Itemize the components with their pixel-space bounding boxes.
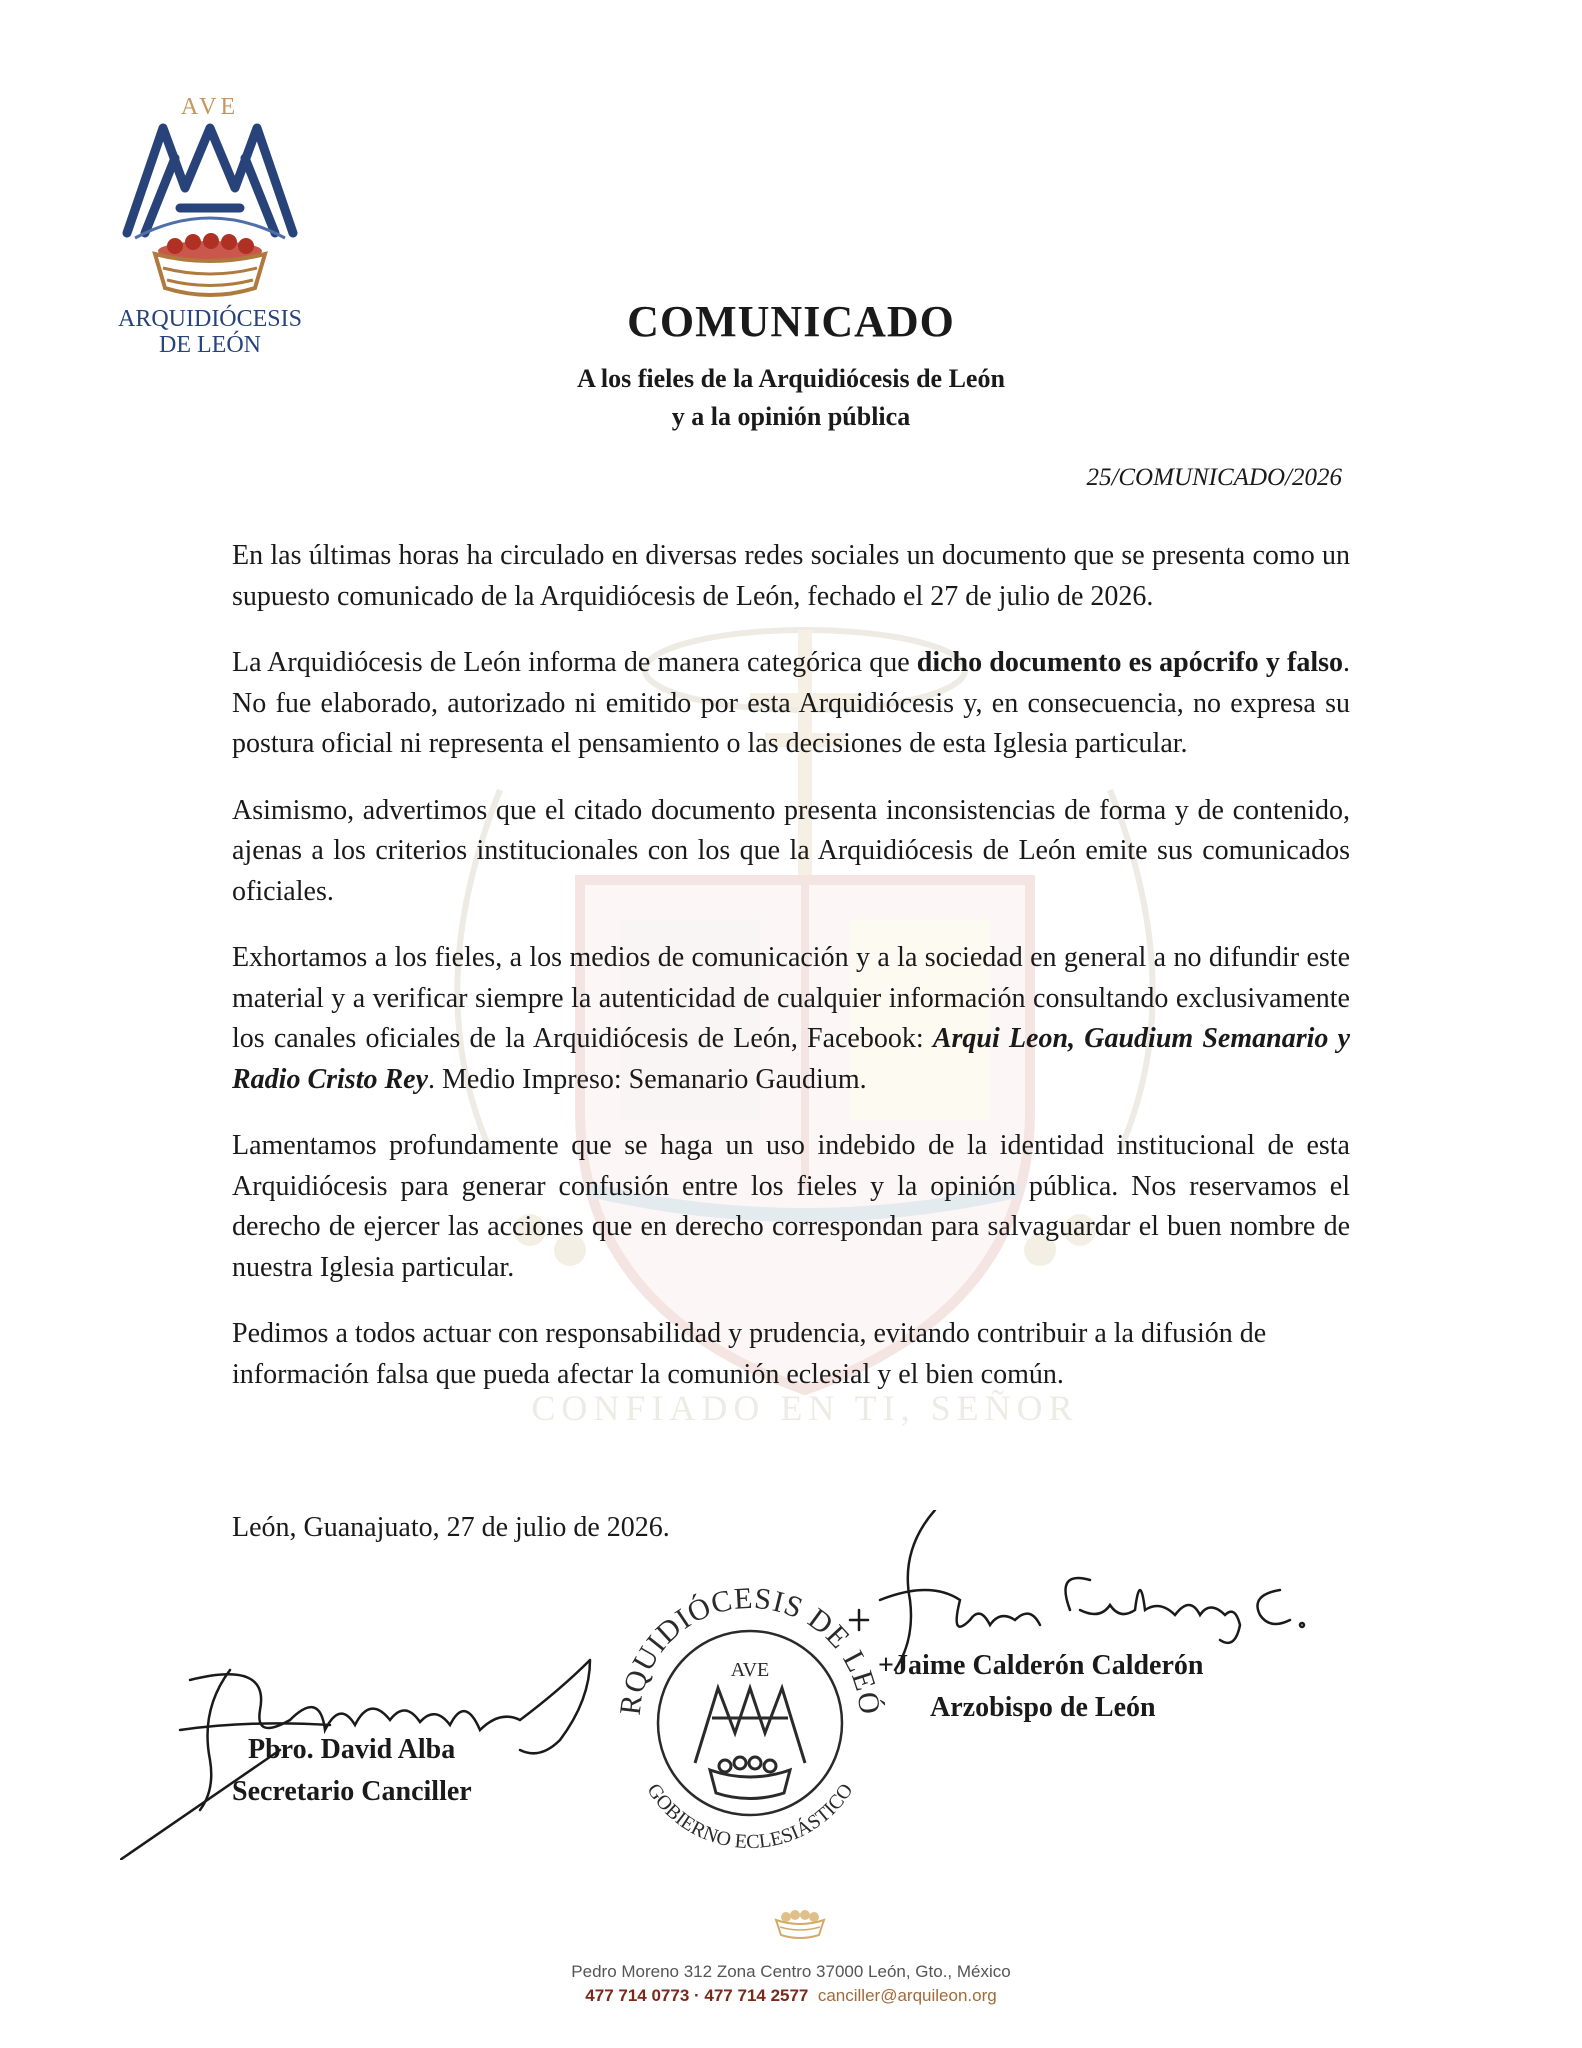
paragraph-3: Asimismo, advertimos que el citado documento presenta inconsistencias de forma y de contenido, ajenas a los criterios institucionales con los que la Arquidiócesis de León emite sus comunicados oficiales. bbox=[232, 794, 1350, 907]
archbishop-title: Arzobispo de León bbox=[930, 1692, 1156, 1723]
paragraph-2-emphasis: dicho documento es apócrifo y falso bbox=[916, 647, 1343, 678]
footer-address: Pedro Moreno 312 Zona Centro 37000 León, Gto., México bbox=[571, 1962, 1011, 1981]
paragraph-4-channels: Arqui Leon, Gaudium Semanario y Radio Cristo Rey bbox=[232, 1023, 1351, 1095]
reference-number: 25/COMUNICADO/2026 bbox=[1086, 464, 1342, 491]
footer-email[interactable]: canciller@arquileon.org bbox=[817, 1986, 997, 2005]
paragraph-2 bbox=[232, 643, 1350, 765]
paragraph-1: En las últimas horas ha circulado en diversas redes sociales un documento que se presenta como un supuesto comunicado de la Arquidiócesis de León, fechado el 27 de julio de 2026. bbox=[232, 540, 1350, 612]
seal-bottom-text: GOBIERNO ECLESIÁSTICO bbox=[642, 1779, 858, 1854]
archbishop-name: +Jaime Calderón Calderón bbox=[878, 1650, 1204, 1681]
paragraph-6: Pedimos a todos actuar con responsabilidad y prudencia, evitando contribuir a la difusión de información falsa que pueda afectar la comunión eclesial y el bien común. bbox=[232, 1318, 1267, 1390]
paragraph-4-text-a: Exhortamos a los fieles, a los medios de comunicación y a la sociedad en general a no difundir este material y a verificar siempre la autenticidad de cualquier información consultando exclusivamente los canales oficiales de la Arquidiócesis de León, Facebook: bbox=[232, 942, 1350, 1054]
watermark-motto: CONFIADO EN TI, SEÑOR bbox=[531, 1388, 1079, 1428]
logo-name-line-2: DE LEÓN bbox=[159, 332, 261, 358]
seal-ave: AVE bbox=[730, 1659, 770, 1681]
place-and-date: León, Guanajuato, 27 de julio de 2026. bbox=[232, 1512, 670, 1543]
paragraph-2-text-b: . No fue elaborado, autorizado ni emitido por esta Arquidiócesis y, en consecuencia, no expresa su postura oficial ni representa el pensamiento o las decisiones de esta Iglesia particular. bbox=[232, 647, 1350, 759]
footer-basket-logo bbox=[772, 1908, 828, 1940]
footer-phones: 477 714 0773 · 477 714 2577 bbox=[585, 1986, 809, 2005]
paragraph-2-text-a: La Arquidiócesis de León informa de manera categórica que bbox=[232, 647, 917, 678]
addressee-line-1: A los fieles de la Arquidiócesis de León bbox=[577, 364, 1005, 393]
logo-name-line-1: ARQUIDIÓCESIS bbox=[117, 306, 303, 332]
document-title: COMUNICADO bbox=[627, 297, 955, 346]
paragraph-5: Lamentamos profundamente que se haga un uso indebido de la identidad institucional de esta Arquidiócesis para generar confusión entre los fieles y la opinión pública. Nos reservamos el derecho de ejercer las acciones que en derecho correspondan para salvaguardar el buen nombre de nuestra Iglesia particular. bbox=[232, 1130, 1350, 1283]
paragraph-4-text-b: . Medio Impreso: Semanario Gaudium. bbox=[428, 1063, 867, 1095]
logo-ave-text: AVE bbox=[180, 94, 240, 120]
footer-contact bbox=[0, 1986, 1582, 2006]
chancellor-title: Secretario Canciller bbox=[232, 1776, 472, 1807]
basket-icon bbox=[772, 1908, 828, 1940]
seal-ring-text: RQUIDIÓCESIS DE LEÓ bbox=[613, 1581, 887, 1717]
paragraph-4 bbox=[232, 938, 1350, 1100]
chancellor-name: Pbro. David Alba bbox=[248, 1734, 456, 1765]
document-body bbox=[232, 536, 1350, 1421]
addressee-line-2: y a la opinión pública bbox=[671, 402, 911, 431]
